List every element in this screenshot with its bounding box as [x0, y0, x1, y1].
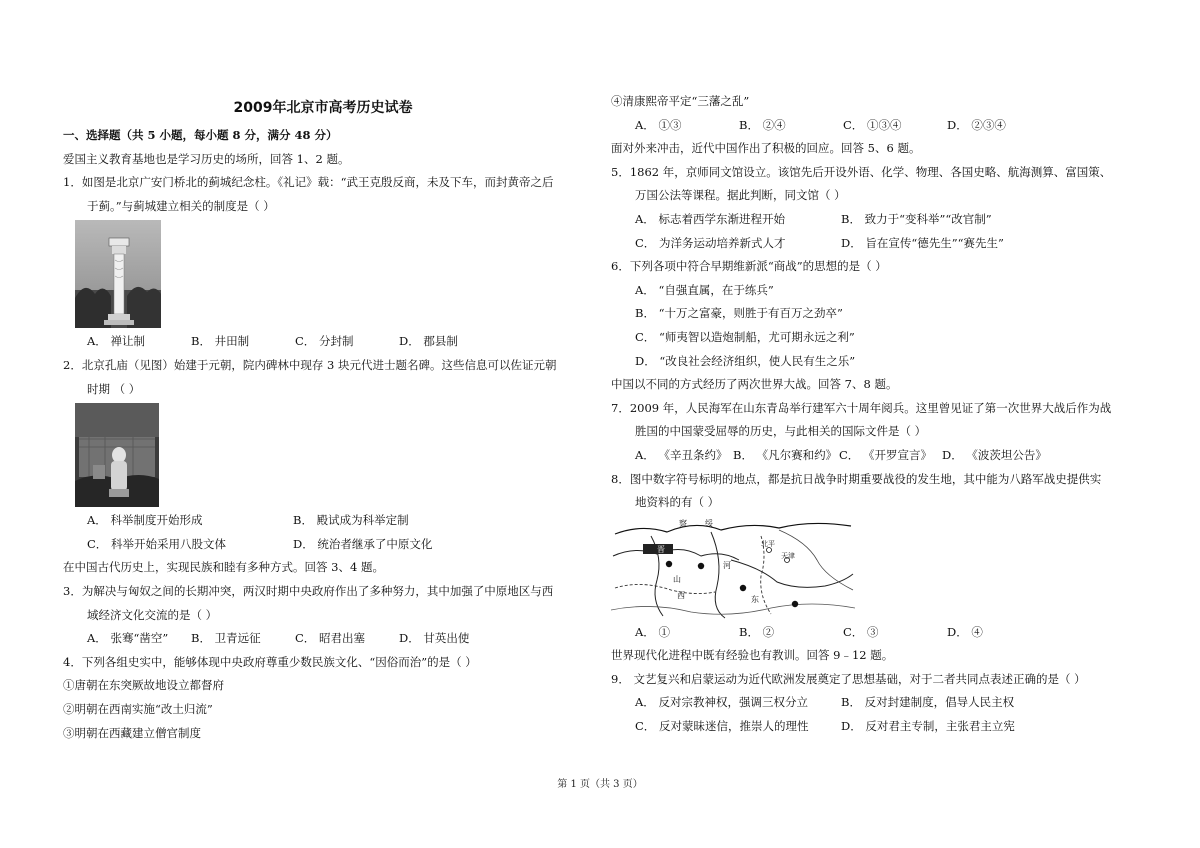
- q3-stem-line1: 3．为解决与匈奴之间的长期冲突，两汉时期中央政府作出了多种努力，其中加强了中原地区与西: [63, 583, 554, 598]
- question-1: [63, 171, 583, 354]
- q4-stem-line1: 4．下列各组史实中，能够体现中央政府尊重少数民族文化、“因俗而治”的是（ ）: [63, 654, 477, 669]
- q4-option-d[interactable]: D． ②③④: [947, 117, 1006, 132]
- q6-stem-line1: 6．下列各项中符合早期维新派“商战”的思想的是（ ）: [611, 259, 887, 274]
- q4-item-3: ③明朝在西藏建立僧官制度: [63, 725, 201, 740]
- question-7: [611, 397, 1131, 468]
- q8-option-d[interactable]: D． ④: [947, 624, 983, 639]
- q4-options: [611, 114, 1131, 138]
- q3-stem-line2: 域经济文化交流的是（ ）: [87, 607, 218, 622]
- q8-option-b[interactable]: B． ②: [739, 624, 775, 639]
- q7-stem-line2: 胜国的中国蒙受屈辱的历史，与此相关的国际文件是（ ）: [635, 424, 927, 439]
- q8-stem-line2: 地资料的有（ ）: [635, 495, 720, 510]
- question-4: [63, 651, 583, 745]
- exam-title: 2009年北京市高考历史试卷: [233, 100, 413, 116]
- q2-figure-confucius-temple: [75, 403, 583, 507]
- q2-option-a[interactable]: A． 科举制度开始形成: [87, 513, 203, 528]
- map-label-jin: 晋: [657, 544, 665, 554]
- q9-option-a[interactable]: A． 反对宗教神权，强调三权分立: [635, 695, 808, 710]
- q9-options-row1: [611, 691, 1131, 715]
- map-label-cha: 察: [679, 518, 687, 528]
- q4-option-b[interactable]: B． ②④: [739, 117, 786, 132]
- q1-stem-line2: 于蓟。”与蓟城建立相关的制度是（ ）: [87, 198, 275, 213]
- q5-option-b[interactable]: B． 致力于“变科举”“改官制”: [841, 211, 992, 226]
- q1-option-a[interactable]: A． 禅让制: [87, 334, 145, 349]
- q5-stem-line2: 万国公法等课程。据此判断，同文馆（ ）: [635, 188, 846, 203]
- q7-option-a[interactable]: A． 《辛丑条约》: [635, 447, 728, 462]
- q8-option-c[interactable]: C． ③: [843, 624, 879, 639]
- q1-option-d[interactable]: D． 郡县制: [399, 334, 458, 349]
- q4-option-c[interactable]: C． ①③④: [843, 117, 902, 132]
- q3-option-c[interactable]: C． 昭君出塞: [295, 631, 365, 646]
- q8-option-a[interactable]: A． ①: [635, 624, 670, 639]
- map-label-sui: 绥: [705, 518, 713, 528]
- question-8: [611, 468, 1131, 645]
- q4-option-a[interactable]: A． ①③: [635, 117, 682, 132]
- map-label-dong: 东: [751, 594, 759, 604]
- map-label-shan: 山: [673, 574, 681, 584]
- q9-option-c[interactable]: C． 反对蒙昧迷信，推崇人的理性: [635, 719, 809, 734]
- q7-option-c[interactable]: C． 《开罗宣言》: [839, 447, 932, 462]
- intro-q7-q8: 中国以不同的方式经历了两次世界大战。回答 7、8 题。: [611, 377, 898, 392]
- q3-option-a[interactable]: A． 张骞“凿空”: [87, 631, 169, 646]
- q6-option-d[interactable]: D． “改良社会经济组织，使人民有生之乐”: [635, 353, 856, 368]
- question-9: [611, 668, 1131, 739]
- q4-item-2: ②明朝在西南实施“改土归流”: [63, 701, 213, 716]
- page-footer: 第 1 页（共 3 页）: [557, 779, 643, 790]
- intro-q9-q12: 世界现代化进程中既有经验也有教训。回答 9﹣12 题。: [611, 648, 894, 663]
- intro-q1-q2: 爱国主义教育基地也是学习历史的场所，回答 1、2 题。: [63, 151, 350, 166]
- q1-option-c[interactable]: C． 分封制: [295, 334, 354, 349]
- q7-option-d[interactable]: D． 《波茨坦公告》: [942, 447, 1047, 462]
- question-3: [63, 580, 583, 651]
- q2-stem-line2: 时期 （ ）: [87, 381, 141, 396]
- map-label-he: 河: [723, 560, 731, 570]
- intro-q5-q6: 面对外来冲击，近代中国作出了积极的回应。回答 5、6 题。: [611, 141, 921, 156]
- q9-option-d[interactable]: D． 反对君主专制，主张君主立宪: [841, 719, 1015, 734]
- q9-stem-line1: 9． 文艺复兴和启蒙运动为近代欧洲发展奠定了思想基础，对于二者共同点表述正确的是（ ）: [611, 671, 1086, 686]
- q7-options: [611, 444, 1131, 468]
- question-2: [63, 354, 583, 556]
- q5-option-c[interactable]: C． 为洋务运动培养新式人才: [635, 235, 786, 250]
- q5-stem-line1: 5．1862 年，京师同文馆设立。该馆先后开设外语、化学、物理、各国史略、航海测算、富国策、: [611, 164, 1112, 179]
- q5-options-row1: [611, 208, 1131, 232]
- right-column: [611, 90, 1131, 739]
- q2-stem-line1: 2．北京孔庙（见图）始建于元朝，院内碑林中现存 3 块元代进士题名碑。这些信息可以佐证元朝: [63, 357, 557, 372]
- left-column: [63, 90, 583, 745]
- map-label-xi: 西: [677, 590, 685, 600]
- q4-item-1: ①唐朝在东突厥故地设立都督府: [63, 678, 224, 693]
- q2-option-c[interactable]: C． 科举开始采用八股文体: [87, 536, 226, 551]
- question-5: [611, 161, 1131, 255]
- section-heading: 一、选择题（共 5 小题，每小题 8 分，满分 48 分）: [63, 128, 338, 142]
- q2-option-b[interactable]: B． 殿试成为科举定制: [293, 513, 409, 528]
- q8-figure-map: [611, 516, 1131, 620]
- q9-options-row2: [611, 715, 1131, 739]
- q5-option-d[interactable]: D． 旨在宣传“德先生”“赛先生”: [841, 235, 1004, 250]
- q8-options: [611, 621, 1131, 645]
- q3-option-d[interactable]: D． 甘英出使: [399, 631, 470, 646]
- q6-option-b[interactable]: B． “十万之富豪，则胜于有百万之劲卒”: [635, 306, 843, 321]
- q9-option-b[interactable]: B． 反对封建制度，倡导人民主权: [841, 695, 1015, 710]
- q5-option-a[interactable]: A． 标志着西学东渐进程开始: [635, 211, 785, 226]
- q4-item-4: ④清康熙帝平定“三藩之乱”: [611, 94, 750, 108]
- q2-options-row2: [63, 533, 583, 557]
- q1-figure-memorial-pillar: [75, 220, 583, 328]
- intro-q3-q4: 在中国古代历史上，实现民族和睦有多种方式。回答 3、4 题。: [63, 560, 384, 575]
- q6-option-c[interactable]: C． “师夷智以造炮制船，尤可期永远之利”: [635, 329, 855, 344]
- q1-option-b[interactable]: B． 井田制: [191, 334, 250, 349]
- q2-option-d[interactable]: D． 统治者继承了中原文化: [293, 536, 433, 551]
- q3-option-b[interactable]: B． 卫青远征: [191, 631, 261, 646]
- q7-option-b[interactable]: B． 《凡尔赛和约》: [733, 447, 838, 462]
- map-label-beiping: 北平: [761, 539, 775, 548]
- q1-options: [63, 330, 583, 354]
- q1-stem-line1: 1．如图是北京广安门桥北的蓟城纪念柱。《礼记》载：“武王克殷反商，未及下车，而封黄帝之后: [63, 175, 554, 190]
- q2-options-row1: [63, 509, 583, 533]
- q5-options-row2: [611, 232, 1131, 256]
- q8-stem-line1: 8．图中数字符号标明的地点，都是抗日战争时期重要战役的发生地，其中能为八路军战史提供实: [611, 471, 1102, 486]
- map-label-tianjin: 天津: [781, 551, 795, 560]
- question-6: [611, 255, 1131, 373]
- q7-stem-line1: 7．2009 年，人民海军在山东青岛举行建军六十周年阅兵。这里曾见证了第一次世界大战后作为战: [611, 400, 1112, 415]
- q6-option-a[interactable]: A． “自强直属，在于练兵”: [635, 282, 774, 297]
- q3-options: [63, 627, 583, 651]
